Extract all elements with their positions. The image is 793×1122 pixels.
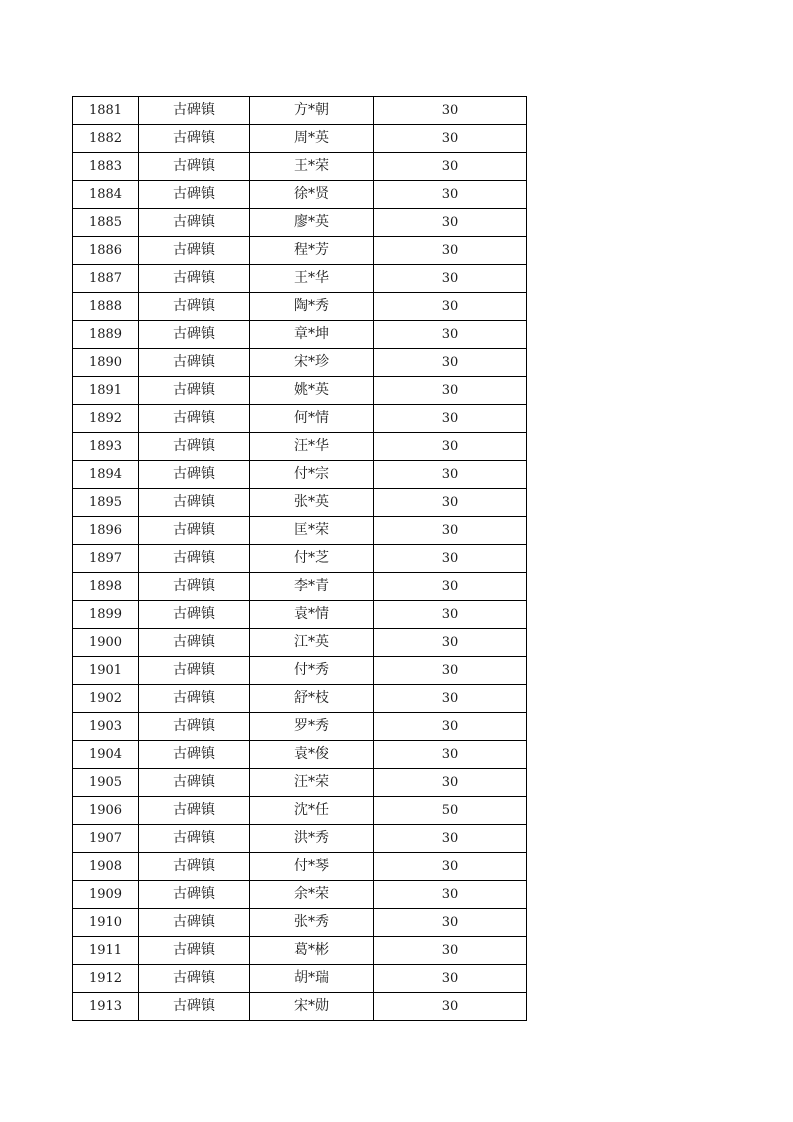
amount-cell: 30 xyxy=(374,713,527,741)
amount-cell: 30 xyxy=(374,769,527,797)
row-number-cell: 1905 xyxy=(73,769,139,797)
town-cell: 古碑镇 xyxy=(139,657,250,685)
town-cell: 古碑镇 xyxy=(139,573,250,601)
person-name-cell: 罗*秀 xyxy=(250,713,374,741)
amount-cell: 30 xyxy=(374,825,527,853)
amount-cell: 30 xyxy=(374,965,527,993)
town-cell: 古碑镇 xyxy=(139,993,250,1021)
row-number-cell: 1909 xyxy=(73,881,139,909)
town-cell: 古碑镇 xyxy=(139,433,250,461)
person-name-cell: 姚*英 xyxy=(250,377,374,405)
table-row xyxy=(73,797,527,825)
table-row xyxy=(73,741,527,769)
table-row xyxy=(73,461,527,489)
amount-cell: 30 xyxy=(374,573,527,601)
amount-cell: 30 xyxy=(374,461,527,489)
row-number-cell: 1883 xyxy=(73,153,139,181)
town-cell: 古碑镇 xyxy=(139,545,250,573)
row-number-cell: 1902 xyxy=(73,685,139,713)
row-number-cell: 1891 xyxy=(73,377,139,405)
table-row xyxy=(73,853,527,881)
row-number-cell: 1896 xyxy=(73,517,139,545)
row-number-cell: 1889 xyxy=(73,321,139,349)
amount-cell: 30 xyxy=(374,405,527,433)
table-row xyxy=(73,125,527,153)
table-row xyxy=(73,657,527,685)
person-name-cell: 余*荣 xyxy=(250,881,374,909)
person-name-cell: 付*秀 xyxy=(250,657,374,685)
town-cell: 古碑镇 xyxy=(139,685,250,713)
table-row xyxy=(73,769,527,797)
row-number-cell: 1895 xyxy=(73,489,139,517)
roster-table-body xyxy=(73,97,527,1021)
table-row xyxy=(73,181,527,209)
town-cell: 古碑镇 xyxy=(139,293,250,321)
row-number-cell: 1908 xyxy=(73,853,139,881)
person-name-cell: 陶*秀 xyxy=(250,293,374,321)
roster-table xyxy=(72,96,527,1021)
row-number-cell: 1906 xyxy=(73,797,139,825)
row-number-cell: 1912 xyxy=(73,965,139,993)
town-cell: 古碑镇 xyxy=(139,825,250,853)
table-row xyxy=(73,433,527,461)
town-cell: 古碑镇 xyxy=(139,853,250,881)
amount-cell: 30 xyxy=(374,237,527,265)
town-cell: 古碑镇 xyxy=(139,937,250,965)
row-number-cell: 1900 xyxy=(73,629,139,657)
row-number-cell: 1882 xyxy=(73,125,139,153)
town-cell: 古碑镇 xyxy=(139,265,250,293)
person-name-cell: 袁*俊 xyxy=(250,741,374,769)
amount-cell: 30 xyxy=(374,545,527,573)
row-number-cell: 1890 xyxy=(73,349,139,377)
person-name-cell: 方*朝 xyxy=(250,97,374,125)
amount-cell: 30 xyxy=(374,153,527,181)
town-cell: 古碑镇 xyxy=(139,909,250,937)
table-row xyxy=(73,825,527,853)
person-name-cell: 汪*华 xyxy=(250,433,374,461)
person-name-cell: 付*宗 xyxy=(250,461,374,489)
table-row xyxy=(73,209,527,237)
table-row xyxy=(73,629,527,657)
row-number-cell: 1892 xyxy=(73,405,139,433)
town-cell: 古碑镇 xyxy=(139,377,250,405)
table-row xyxy=(73,349,527,377)
row-number-cell: 1911 xyxy=(73,937,139,965)
amount-cell: 30 xyxy=(374,629,527,657)
table-row xyxy=(73,153,527,181)
person-name-cell: 汪*荣 xyxy=(250,769,374,797)
amount-cell: 30 xyxy=(374,433,527,461)
table-row xyxy=(73,601,527,629)
table-row xyxy=(73,937,527,965)
town-cell: 古碑镇 xyxy=(139,97,250,125)
person-name-cell: 舒*枝 xyxy=(250,685,374,713)
table-row xyxy=(73,993,527,1021)
amount-cell: 30 xyxy=(374,853,527,881)
row-number-cell: 1881 xyxy=(73,97,139,125)
person-name-cell: 何*情 xyxy=(250,405,374,433)
table-row xyxy=(73,405,527,433)
town-cell: 古碑镇 xyxy=(139,181,250,209)
amount-cell: 30 xyxy=(374,97,527,125)
town-cell: 古碑镇 xyxy=(139,881,250,909)
table-row xyxy=(73,545,527,573)
row-number-cell: 1913 xyxy=(73,993,139,1021)
person-name-cell: 袁*情 xyxy=(250,601,374,629)
amount-cell: 30 xyxy=(374,265,527,293)
person-name-cell: 王*华 xyxy=(250,265,374,293)
amount-cell: 30 xyxy=(374,125,527,153)
amount-cell: 30 xyxy=(374,881,527,909)
amount-cell: 30 xyxy=(374,993,527,1021)
table-row xyxy=(73,965,527,993)
person-name-cell: 江*英 xyxy=(250,629,374,657)
table-row xyxy=(73,713,527,741)
amount-cell: 30 xyxy=(374,489,527,517)
town-cell: 古碑镇 xyxy=(139,237,250,265)
amount-cell: 30 xyxy=(374,349,527,377)
town-cell: 古碑镇 xyxy=(139,965,250,993)
town-cell: 古碑镇 xyxy=(139,405,250,433)
person-name-cell: 徐*贤 xyxy=(250,181,374,209)
amount-cell: 30 xyxy=(374,601,527,629)
town-cell: 古碑镇 xyxy=(139,741,250,769)
amount-cell: 30 xyxy=(374,741,527,769)
town-cell: 古碑镇 xyxy=(139,713,250,741)
table-row xyxy=(73,909,527,937)
person-name-cell: 付*琴 xyxy=(250,853,374,881)
amount-cell: 30 xyxy=(374,685,527,713)
person-name-cell: 付*芝 xyxy=(250,545,374,573)
row-number-cell: 1898 xyxy=(73,573,139,601)
table-row xyxy=(73,881,527,909)
table-row xyxy=(73,237,527,265)
table-row xyxy=(73,293,527,321)
person-name-cell: 程*芳 xyxy=(250,237,374,265)
document-sheet xyxy=(72,96,527,1021)
town-cell: 古碑镇 xyxy=(139,349,250,377)
amount-cell: 30 xyxy=(374,181,527,209)
person-name-cell: 葛*彬 xyxy=(250,937,374,965)
amount-cell: 50 xyxy=(374,797,527,825)
town-cell: 古碑镇 xyxy=(139,321,250,349)
person-name-cell: 周*英 xyxy=(250,125,374,153)
town-cell: 古碑镇 xyxy=(139,125,250,153)
town-cell: 古碑镇 xyxy=(139,489,250,517)
person-name-cell: 章*坤 xyxy=(250,321,374,349)
town-cell: 古碑镇 xyxy=(139,517,250,545)
town-cell: 古碑镇 xyxy=(139,601,250,629)
row-number-cell: 1887 xyxy=(73,265,139,293)
amount-cell: 30 xyxy=(374,377,527,405)
person-name-cell: 沈*任 xyxy=(250,797,374,825)
table-row xyxy=(73,685,527,713)
person-name-cell: 李*青 xyxy=(250,573,374,601)
table-row xyxy=(73,573,527,601)
amount-cell: 30 xyxy=(374,517,527,545)
row-number-cell: 1910 xyxy=(73,909,139,937)
amount-cell: 30 xyxy=(374,657,527,685)
row-number-cell: 1907 xyxy=(73,825,139,853)
table-row xyxy=(73,321,527,349)
amount-cell: 30 xyxy=(374,321,527,349)
table-row xyxy=(73,265,527,293)
row-number-cell: 1893 xyxy=(73,433,139,461)
table-row xyxy=(73,377,527,405)
row-number-cell: 1885 xyxy=(73,209,139,237)
amount-cell: 30 xyxy=(374,937,527,965)
row-number-cell: 1886 xyxy=(73,237,139,265)
town-cell: 古碑镇 xyxy=(139,153,250,181)
person-name-cell: 张*英 xyxy=(250,489,374,517)
table-row xyxy=(73,517,527,545)
table-row xyxy=(73,97,527,125)
amount-cell: 30 xyxy=(374,293,527,321)
town-cell: 古碑镇 xyxy=(139,629,250,657)
amount-cell: 30 xyxy=(374,909,527,937)
row-number-cell: 1888 xyxy=(73,293,139,321)
row-number-cell: 1903 xyxy=(73,713,139,741)
town-cell: 古碑镇 xyxy=(139,769,250,797)
row-number-cell: 1901 xyxy=(73,657,139,685)
town-cell: 古碑镇 xyxy=(139,461,250,489)
row-number-cell: 1894 xyxy=(73,461,139,489)
person-name-cell: 张*秀 xyxy=(250,909,374,937)
table-row xyxy=(73,489,527,517)
person-name-cell: 匡*荣 xyxy=(250,517,374,545)
person-name-cell: 宋*珍 xyxy=(250,349,374,377)
amount-cell: 30 xyxy=(374,209,527,237)
person-name-cell: 洪*秀 xyxy=(250,825,374,853)
row-number-cell: 1884 xyxy=(73,181,139,209)
town-cell: 古碑镇 xyxy=(139,797,250,825)
row-number-cell: 1899 xyxy=(73,601,139,629)
person-name-cell: 宋*勋 xyxy=(250,993,374,1021)
person-name-cell: 胡*瑞 xyxy=(250,965,374,993)
town-cell: 古碑镇 xyxy=(139,209,250,237)
row-number-cell: 1904 xyxy=(73,741,139,769)
person-name-cell: 廖*英 xyxy=(250,209,374,237)
person-name-cell: 王*荣 xyxy=(250,153,374,181)
row-number-cell: 1897 xyxy=(73,545,139,573)
